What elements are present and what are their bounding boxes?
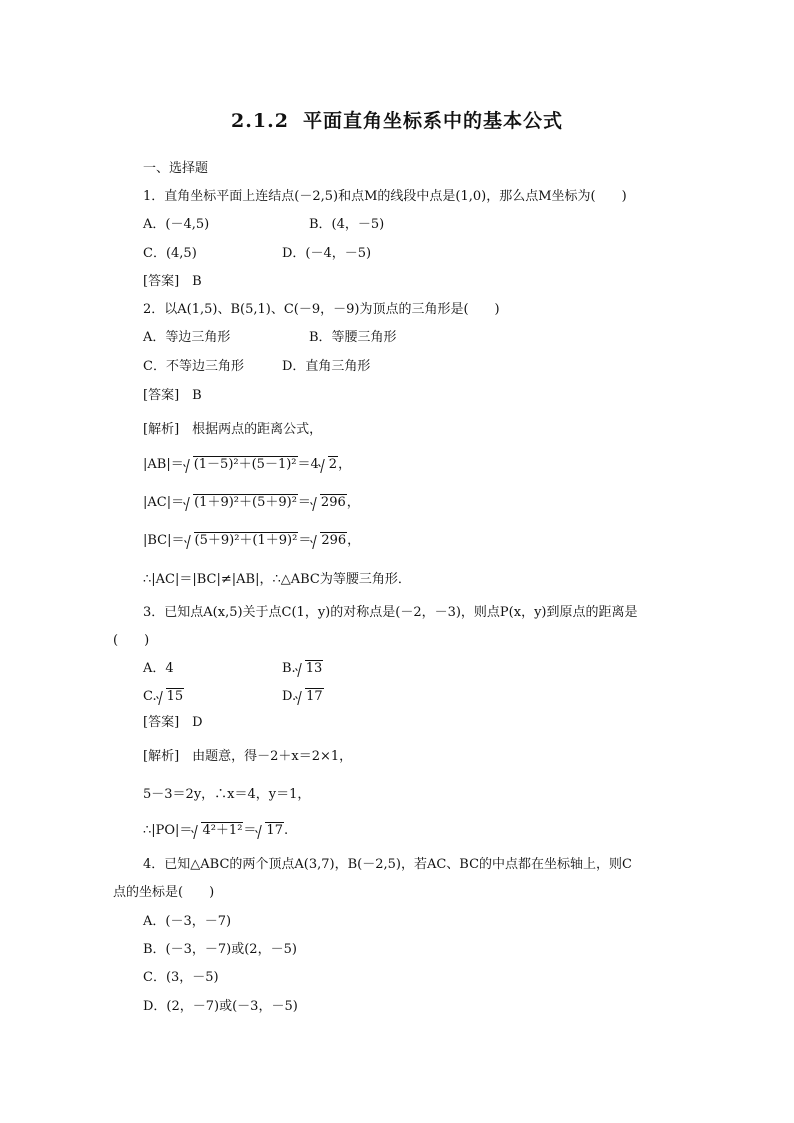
q3-option-b: B. 13 xyxy=(282,661,323,676)
q4-stem-line2: 点的坐标是( ) xyxy=(113,885,215,900)
q2-conclusion: ∴|AC|＝|BC|≠|AB|，∴△ABC为等腰三角形． xyxy=(143,572,411,587)
q3-option-a: A．4 xyxy=(143,661,174,676)
page-title xyxy=(0,106,794,133)
q2-formula-ac: |AC|＝ (1＋9)²＋(5＋9)²＝ 296， xyxy=(143,495,360,510)
q1-answer: [答案] B xyxy=(143,274,202,289)
q2-option-d: D．直角三角形 xyxy=(282,359,371,374)
q3-stem-line2: ( ) xyxy=(113,633,150,648)
q1-option-b: B．(4，－5) xyxy=(309,217,385,232)
q4-option-d: D．(2，－7)或(－3，－5) xyxy=(143,999,298,1014)
q2-option-a: A．等边三角形 xyxy=(143,330,231,345)
q2-analysis: [解析] 根据两点的距离公式， xyxy=(143,422,323,437)
q3-answer: [答案] D xyxy=(143,715,203,730)
q1-option-d: D．(－4，－5) xyxy=(282,246,372,261)
q3-analysis: [解析] 由题意，得－2＋x＝2×1， xyxy=(143,749,353,764)
q2-answer: [答案] B xyxy=(143,388,202,403)
q4-option-c: C．(3，－5) xyxy=(143,970,219,985)
q2-formula-ab: |AB|＝ (1－5)²＋(5－1)²＝4 2， xyxy=(143,457,352,472)
q4-stem-line1: 4．已知△ABC的两个顶点A(3,7)，B(－2,5)，若AC、BC的中点都在坐标轴上，则C xyxy=(143,857,632,872)
q3-option-c: C. 15 xyxy=(143,689,184,704)
q3-step2: 5－3＝2y，∴x＝4，y＝1， xyxy=(143,787,311,802)
q2-option-b: B．等腰三角形 xyxy=(309,330,397,345)
q3-stem-line1: 3．已知点A(x,5)关于点C(1，y)的对称点是(－2，－3)，则点P(x，y)到原点的距离是 xyxy=(143,605,638,620)
q3-option-d: D. 17 xyxy=(282,689,323,704)
q2-stem: 2．以A(1,5)、B(5,1)、C(－9，－9)为顶点的三角形是( ) xyxy=(143,302,500,317)
q1-option-c: C．(4,5) xyxy=(143,246,197,261)
q2-option-c: C．不等边三角形 xyxy=(143,359,244,374)
title-text: 平面直角坐标系中的基本公式 xyxy=(302,110,563,132)
q4-option-a: A．(－3，－7) xyxy=(143,914,232,929)
q3-step3: ∴|PO|＝ 4²＋1²＝ 17. xyxy=(143,823,289,838)
q2-formula-bc: |BC|＝ (5＋9)²＋(1＋9)²＝ 296， xyxy=(143,533,361,548)
section-heading: 一、选择题 xyxy=(143,161,209,176)
q1-stem: 1．直角坐标平面上连结点(－2,5)和点M的线段中点是(1,0)，那么点M坐标为( ) xyxy=(143,189,627,204)
q1-option-a: A．(－4,5) xyxy=(143,217,210,232)
section-number: 2.1.2 xyxy=(231,110,289,132)
q4-option-b: B．(－3，－7)或(2，－5) xyxy=(143,942,297,957)
